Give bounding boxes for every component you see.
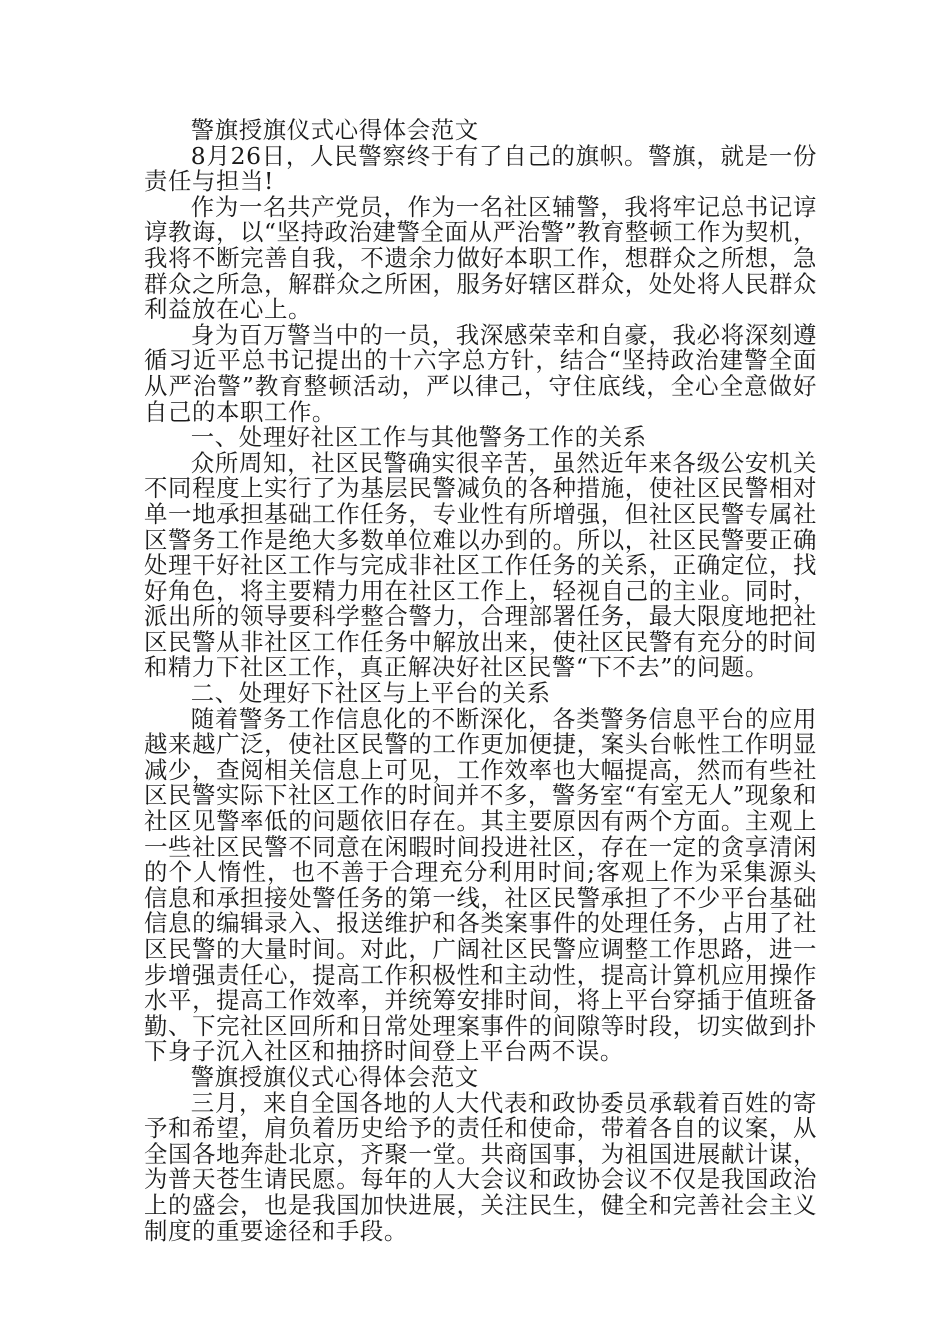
document-body: [144, 118, 817, 1244]
section-heading: 一、处理好社区工作与其他警务工作的关系: [190, 423, 647, 452]
paragraph: 身为百万警当中的一员，我深感荣幸和自豪，我必将深刻遵循习近平总书记提出的十六字总方针，结合“坚持政治建警全面从严治警”教育整顿活动，严以律己，守住底线，全心全意做好自己的本职工作。: [144, 320, 817, 426]
section-heading: 警旗授旗仪式心得体会范文: [190, 1062, 479, 1091]
paragraph: 众所周知，社区民警确实很辛苦，虽然近年来各级公安机关不同程度上实行了为基层民警减负的各种措施，使社区民警相对单一地承担基础工作任务，专业性有所增强，但社区民警专属社区警务工作是绝大多数单位难以办到的。所以，社区民警要正确处理干好社区工作与完成非社区工作任务的关系，正确定位，找好角色，将主要精力用在社区工作上，轻视自己的主业。同时，派出所的领导要科学整合警力，合理部署任务，最大限度地把社区民警从非社区工作任务中解放出来，使社区民警有充分的时间和精力下社区工作，真正解决好社区民警“下不去”的问题。: [144, 448, 817, 682]
paragraph: 三月，来自全国各地的人大代表和政协委员承载着百姓的寄予和希望，肩负着历史给予的责任和使命，带着各自的议案，从全国各地奔赴北京，齐聚一堂。共商国事，为祖国进展献计谋，为普天苍生请民愿。每年的人大会议和政协会议不仅是我国政治上的盛会，也是我国加快进展，关注民生，健全和完善社会主义制度的重要途径和手段。: [144, 1088, 817, 1245]
section-heading: 二、处理好下社区与上平台的关系: [190, 679, 551, 708]
paragraph: 作为一名共产党员，作为一名社区辅警，我将牢记总书记谆谆教诲，以“坚持政治建警全面从严治警”教育整顿工作为契机，我将不断完善自我，不遗余力做好本职工作，想群众之所想，急群众之所急，解群众之所困，服务好辖区群众，处处将人民群众利益放在心上。: [144, 192, 817, 324]
paragraph: 随着警务工作信息化的不断深化，各类警务信息平台的应用越来越广泛，使社区民警的工作更加便捷，案头台帐性工作明显减少，查阅相关信息上可见，工作效率也大幅提高，然而有些社区民警实际下社区工作的时间并不多，警务室“有室无人”现象和社区见警率低的问题依旧存在。其主要原因有两个方面。主观上一些社区民警不同意在闲暇时间投进社区，存在一定的贪享清闲的个人惰性，也不善于合理充分利用时间;客观上作为采集源头信息和承担接处警任务的第一线，社区民警承担了不少平台基础信息的编辑录入、报送维护和各类案事件的处理任务，占用了社区民警的大量时间。对此，广阔社区民警应调整工作思路，进一步增强责任心，提高工作积极性和主动性，提高计算机应用操作水平，提高工作效率，并统筹安排时间，将上平台穿插于值班备勤、下完社区回所和日常处理案事件的间隙等时段，切实做到扑下身子沉入社区和抽挤时间登上平台两不误。: [144, 704, 817, 1066]
section-heading: 警旗授旗仪式心得体会范文: [190, 116, 479, 144]
paragraph: 8月26日，人民警察终于有了自己的旗帜。警旗，就是一份责任与担当!: [144, 141, 817, 196]
